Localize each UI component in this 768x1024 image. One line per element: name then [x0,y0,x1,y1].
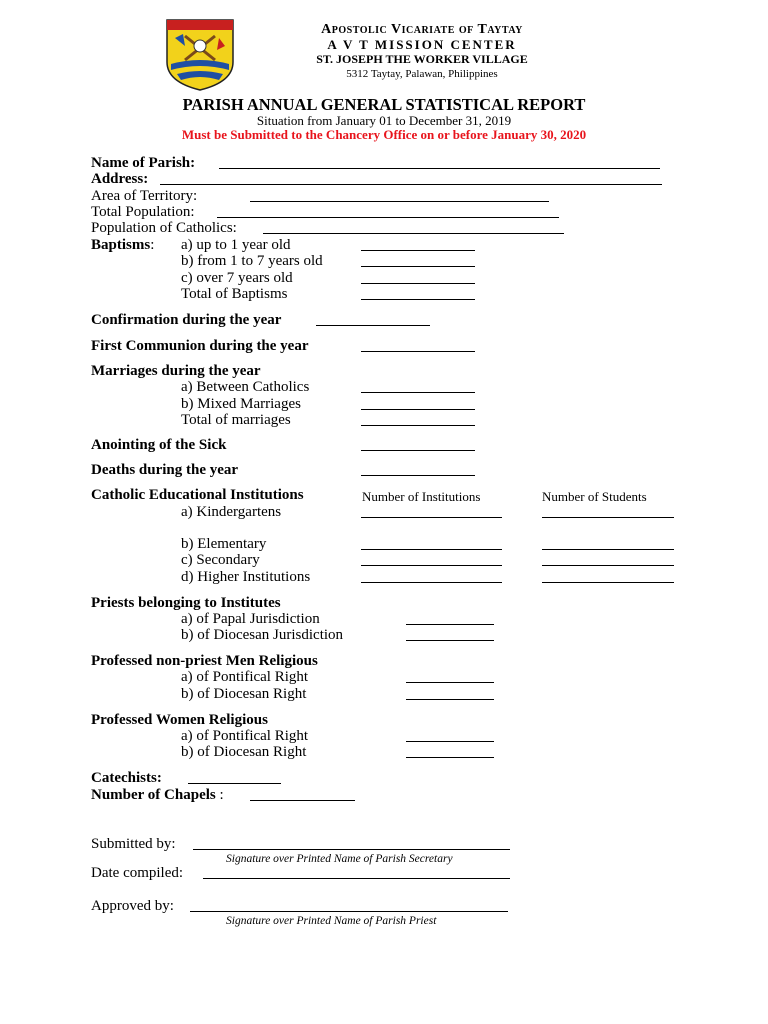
anointing-label: Anointing of the Sick [91,437,227,453]
chapels-field[interactable] [250,800,355,801]
first-communion-label: First Communion during the year [91,338,309,354]
submitted-by-field[interactable] [193,849,510,850]
higher-institutions-label: d) Higher Institutions [181,569,311,585]
report-title: PARISH ANNUAL GENERAL STATISTICAL REPORT [182,95,586,114]
men-religious-label: Professed non-priest Men Religious [91,653,318,669]
marriages-a-field[interactable] [361,392,475,393]
women-religious-a-field[interactable] [406,741,494,742]
marriages-a-label: a) Between Catholics [181,379,310,395]
village-name: ST. JOSEPH THE WORKER VILLAGE [316,52,528,66]
baptisms-b-field[interactable] [361,266,475,267]
org-name: Apostolic Vicariate of Taytay [321,22,523,37]
women-religious-b-field[interactable] [406,757,494,758]
elementary-students-field[interactable] [542,549,674,550]
confirmation-field[interactable] [316,325,430,326]
baptisms-total-label: Total of Baptisms [181,286,288,302]
priests-a-label: a) of Papal Jurisdiction [181,611,320,627]
approved-caption: Signature over Printed Name of Parish Priest [226,915,437,927]
first-communion-field[interactable] [361,351,475,352]
baptisms-c-label: c) over 7 years old [181,270,293,286]
baptisms-colon: : [150,237,155,253]
secondary-label: c) Secondary [181,552,260,568]
letterhead [262,22,582,82]
population-label: Total Population: [91,204,195,220]
catholics-label: Population of Catholics: [91,220,237,236]
chapels-label: Number of Chapels [91,787,216,803]
women-religious-a-label: a) of Pontifical Right [181,728,309,744]
catholics-field[interactable] [263,233,564,234]
baptisms-total-field[interactable] [361,299,475,300]
submitted-caption: Signature over Printed Name of Parish Secretary [226,853,453,865]
area-label: Area of Territory: [91,188,198,204]
men-religious-b-field[interactable] [406,699,494,700]
secondary-institutions-field[interactable] [361,565,502,566]
org-address: 5312 Taytay, Palawan, Philippines [346,68,498,80]
name-of-parish-label: Name of Parish: [91,155,196,171]
date-compiled-label: Date compiled: [91,865,184,881]
chapels-colon: : [219,787,224,803]
women-religious-label: Professed Women Religious [91,712,268,728]
education-label: Catholic Educational Institutions [91,487,304,503]
marriages-b-field[interactable] [361,409,475,410]
mission-center: A V T MISSION CENTER [327,37,517,52]
submission-deadline: Must be Submitted to the Chancery Office on or before January 30, 2020 [181,127,587,142]
priests-b-label: b) of Diocesan Jurisdiction [181,627,344,643]
priests-a-field[interactable] [406,624,494,625]
baptisms-b-label: b) from 1 to 7 years old [181,253,323,269]
name-of-parish-field[interactable] [219,168,660,169]
higher-institutions-field[interactable] [361,582,502,583]
approved-by-field[interactable] [190,911,508,912]
submitted-by-label: Submitted by: [91,836,176,852]
elementary-label: b) Elementary [181,536,267,552]
marriages-label: Marriages during the year [91,363,261,379]
institutions-column-header: Number of Institutions [362,489,481,504]
chapels-heading [91,787,224,804]
area-field[interactable] [250,201,549,202]
vicariate-coat-of-arms-icon [163,16,237,92]
men-religious-b-label: b) of Diocesan Right [181,686,307,702]
priests-b-field[interactable] [406,640,494,641]
baptisms-a-field[interactable] [361,250,475,251]
confirmation-label: Confirmation during the year [91,312,282,328]
kindergartens-students-field[interactable] [542,517,674,518]
baptisms-a-label: a) up to 1 year old [181,237,291,253]
kindergartens-label: a) Kindergartens [181,504,282,520]
catechists-field[interactable] [188,783,281,784]
marriages-total-label: Total of marriages [181,412,291,428]
baptisms-c-field[interactable] [361,283,475,284]
deaths-label: Deaths during the year [91,462,239,478]
report-period: Situation from January 01 to December 31, 2019 [256,113,512,128]
deaths-field[interactable] [361,475,475,476]
priests-label: Priests belonging to Institutes [91,595,281,611]
catechists-label: Catechists: [91,770,162,786]
men-religious-a-field[interactable] [406,682,494,683]
kindergartens-institutions-field[interactable] [361,517,502,518]
elementary-institutions-field[interactable] [361,549,502,550]
date-compiled-field[interactable] [203,878,510,879]
address-field[interactable] [160,184,662,185]
women-religious-b-label: b) of Diocesan Right [181,744,307,760]
anointing-field[interactable] [361,450,475,451]
marriages-total-field[interactable] [361,425,475,426]
secondary-students-field[interactable] [542,565,674,566]
baptisms-heading [91,237,154,254]
address-label: Address: [91,171,149,187]
population-field[interactable] [217,217,559,218]
students-column-header: Number of Students [542,489,647,504]
men-religious-a-label: a) of Pontifical Right [181,669,309,685]
marriages-b-label: b) Mixed Marriages [181,396,301,412]
higher-students-field[interactable] [542,582,674,583]
baptisms-label: Baptisms [91,237,151,253]
approved-by-label: Approved by: [91,898,174,914]
